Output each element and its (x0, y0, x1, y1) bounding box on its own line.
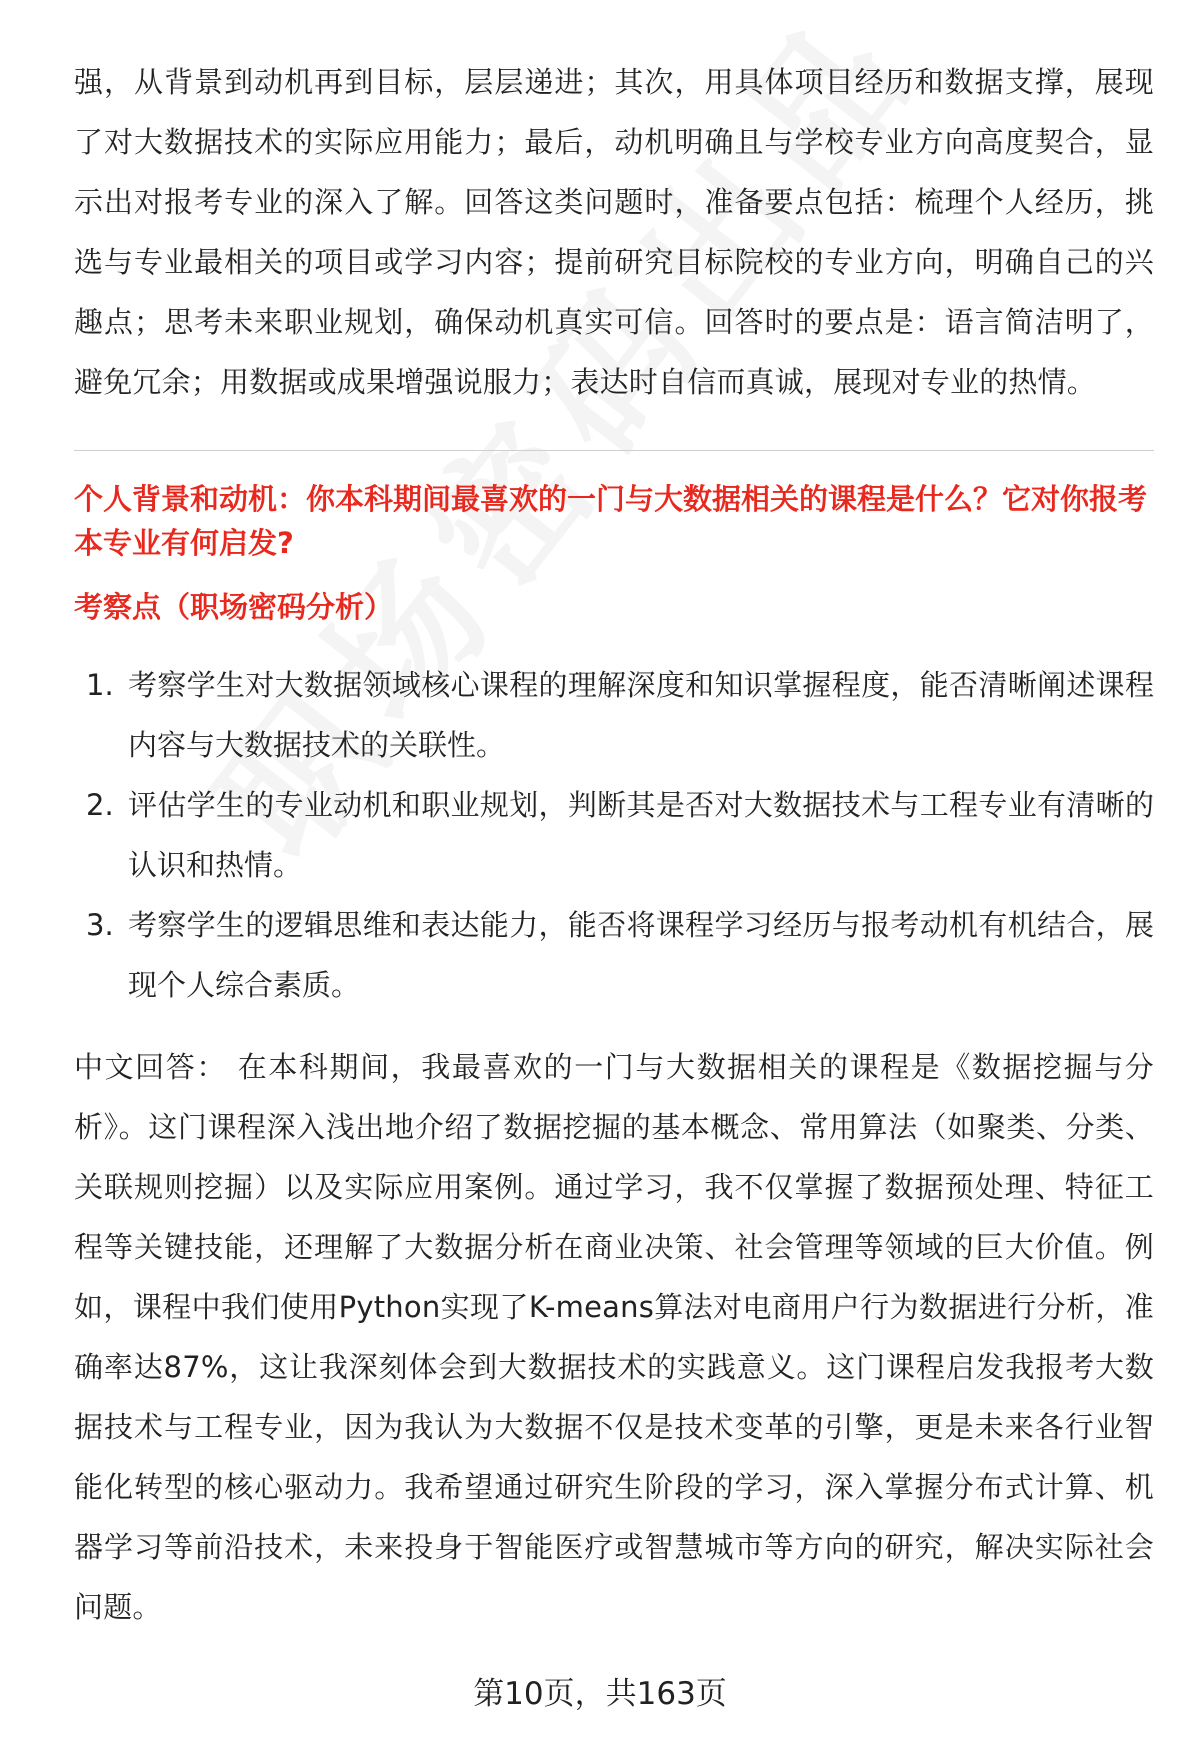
list-item (74, 895, 1154, 1015)
list-text: 评估学生的专业动机和职业规划，判断其是否对大数据技术与工程专业有清晰的认识和热情。 (128, 788, 1154, 882)
list-item (74, 775, 1154, 895)
points-list (74, 655, 1154, 1015)
document-page (74, 52, 1154, 1637)
list-number: 1. (86, 668, 114, 702)
page-number: 第10页，共163页 (473, 1676, 727, 1712)
list-number: 2. (86, 788, 114, 822)
section-title: 考察点（职场密码分析） (74, 590, 394, 624)
list-item (74, 655, 1154, 775)
intro-paragraph: 强，从背景到动机再到目标，层层递进；其次，用具体项目经历和数据支撑，展现了对大数据技术的实际应用能力；最后，动机明确且与学校专业方向高度契合，显示出对报考专业的深入了解。回答这类问题时，准备要点包括：梳理个人经历，挑选与专业最相关的项目或学习内容；提前研究目标院校的专业方向，明确自己的兴趣点；思考未来职业规划，确保动机真实可信。回答时的要点是：语言简洁明了，避免冗余；用数据或成果增强说服力；表达时自信而真诚，展现对专业的热情。 (74, 65, 1154, 399)
section-divider (74, 450, 1154, 451)
list-text: 考察学生对大数据领域核心课程的理解深度和知识掌握程度，能否清晰阐述课程内容与大数据技术的关联性。 (128, 668, 1154, 762)
question-heading: 个人背景和动机：你本科期间最喜欢的一门与大数据相关的课程是什么？它对你报考本专业有何启发? (74, 482, 1148, 560)
list-text: 考察学生的逻辑思维和表达能力，能否将课程学习经历与报考动机有机结合，展现个人综合素质。 (128, 908, 1154, 1002)
answer-paragraph: 中文回答： 在本科期间，我最喜欢的一门与大数据相关的课程是《数据挖掘与分析》。这门课程深入浅出地介绍了数据挖掘的基本概念、常用算法（如聚类、分类、关联规则挖掘）以及实际应用案例。通过学习，我不仅掌握了数据预处理、特征工程等关键技能，还理解了大数据分析在商业决策、社会管理等领域的巨大价值。例如，课程中我们使用Python实现了K-means算法对电商用户行为数据进行分析，准确率达87%，这让我深刻体会到大数据技术的实践意义。这门课程启发我报考大数据技术与工程专业，因为我认为大数据不仅是技术变革的引擎，更是未来各行业智能化转型的核心驱动力。我希望通过研究生阶段的学习，深入掌握分布式计算、机器学习等前沿技术，未来投身于智能医疗或智慧城市等方向的研究，解决实际社会问题。 (74, 1050, 1154, 1624)
list-number: 3. (86, 908, 114, 942)
